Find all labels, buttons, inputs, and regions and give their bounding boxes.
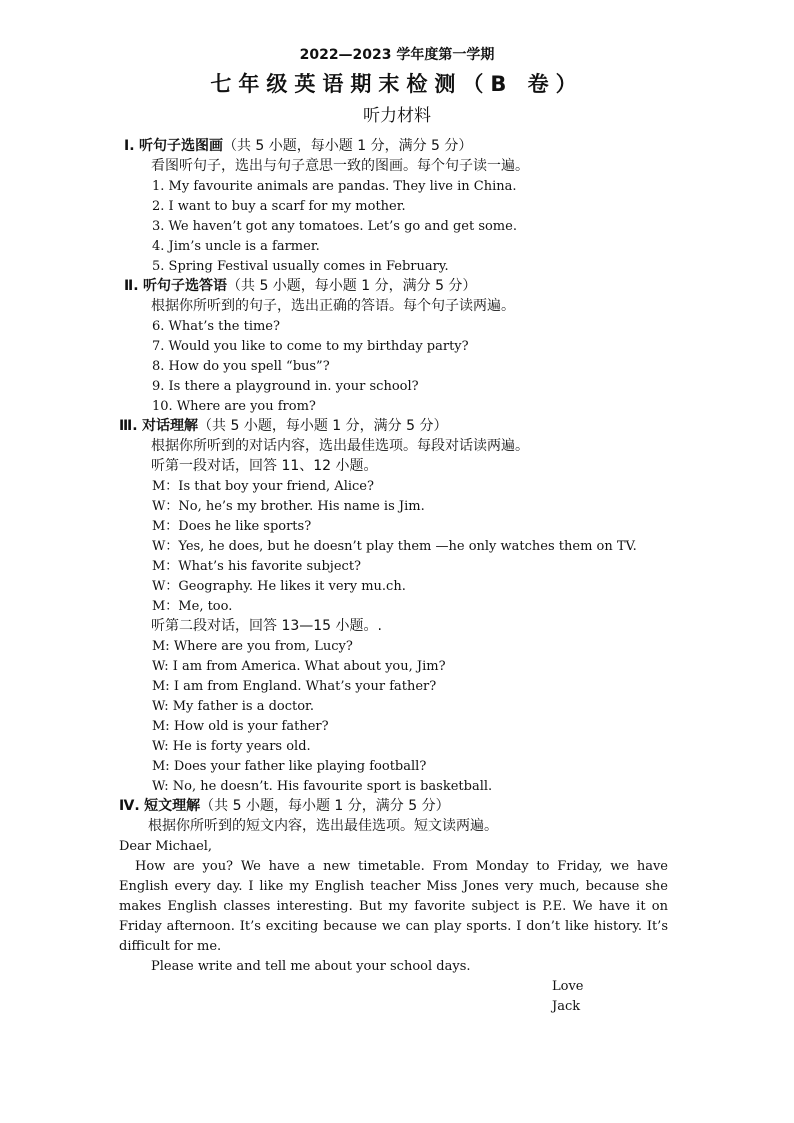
section-2-instruction: 根据你所听到的句子，选出正确的答语。每个句子读两遍。: [151, 298, 515, 314]
section-2-score: （共 5 小题，每小题 1 分，满分 5 分）: [227, 278, 477, 294]
section-3-name: 对话理解: [142, 418, 199, 434]
dialog-1-line: M：Is that boy your friend, Alice?: [152, 479, 374, 494]
letter-paragraph-text: How are you? We have a new timetable. From Monday to Friday, we have English every day. I like my English teacher Miss Jones very much, because she makes English classes interesting. But my favorite subject is P.E. We have it on Friday afternoon. It’s exciting because we can play sports. I don’t like history. It’s difficult for me.: [119, 859, 668, 954]
dialog-2-intro: 听第二段对话，回答 13—15 小题。.: [151, 618, 382, 634]
section-1-name: 听句子选图画: [138, 138, 223, 154]
exam-subtitle: 听力材料: [363, 106, 431, 126]
letter-salutation: Dear Michael,: [119, 839, 213, 854]
section-4-name: 短文理解: [144, 798, 201, 814]
section-2-number: Ⅱ.: [124, 278, 139, 294]
letter-paragraph: [119, 857, 668, 957]
section-1-item: 2. I want to buy a scarf for my mother.: [152, 199, 406, 214]
dialog-1-line: M：Me, too.: [152, 599, 233, 614]
section-1-item: 5. Spring Festival usually comes in February.: [152, 259, 449, 274]
section-3-number: Ⅲ.: [119, 418, 138, 434]
section-2-item: 9. Is there a playground in. your school?: [152, 379, 419, 394]
section-1-item: 1. My favourite animals are pandas. They live in China.: [152, 179, 517, 194]
dialog-2-line: M: How old is your father?: [152, 719, 329, 734]
section-2-name: 听句子选答语: [143, 278, 227, 294]
section-2-item: 8. How do you spell “bus”?: [152, 359, 330, 374]
dialog-1-line: W：Yes, he does, but he doesn’t play them —he only watches them on TV.: [152, 539, 637, 554]
section-4-heading: [119, 797, 450, 815]
dialog-2-line: W: My father is a doctor.: [152, 699, 314, 714]
dialog-1-line: W：Geography. He likes it very mu.ch.: [152, 579, 406, 594]
dialog-2-line: M: I am from England. What’s your father?: [152, 679, 437, 694]
school-year-heading: 2022—2023 学年度第一学期: [299, 47, 495, 63]
letter-closing-line: Please write and tell me about your school days.: [151, 959, 471, 974]
section-1-item: 3. We haven’t got any tomatoes. Let’s go and get some.: [152, 219, 517, 234]
section-4-number: Ⅳ.: [119, 798, 140, 814]
exam-title: 七年级英语期末检测（B 卷）: [210, 72, 584, 96]
section-4-score: （共 5 小题，每小题 1 分，满分 5 分）: [200, 798, 450, 814]
section-4-instruction: 根据你所听到的短文内容，选出最佳选项。短文读两遍。: [148, 818, 498, 834]
dialog-1-line: M：What’s his favorite subject?: [152, 559, 362, 574]
letter-signature: Jack: [552, 999, 581, 1014]
dialog-2-line: W: I am from America. What about you, Jim?: [152, 659, 446, 674]
dialog-2-line: M: Does your father like playing football?: [152, 759, 427, 774]
dialog-1-line: W：No, he’s my brother. His name is Jim.: [152, 499, 425, 514]
dialog-2-line: W: No, he doesn’t. His favourite sport is basketball.: [152, 779, 493, 794]
dialog-2-line: W: He is forty years old.: [152, 739, 311, 754]
section-3-score: （共 5 小题，每小题 1 分，满分 5 分）: [198, 418, 448, 434]
section-1-heading: [124, 137, 472, 155]
section-2-item: 7. Would you like to come to my birthday party?: [152, 339, 469, 354]
dialog-1-line: M：Does he like sports?: [152, 519, 312, 534]
dialog-2-line: M: Where are you from, Lucy?: [152, 639, 353, 654]
section-2-item: 6. What’s the time?: [152, 319, 280, 334]
dialog-1-intro: 听第一段对话，回答 11、12 小题。: [151, 458, 378, 474]
section-1-score: （共 5 小题，每小题 1 分，满分 5 分）: [222, 138, 473, 154]
letter-sign-off: Love: [552, 979, 584, 994]
section-1-number: Ⅰ.: [124, 138, 135, 154]
section-1-item: 4. Jim’s uncle is a farmer.: [152, 239, 320, 254]
section-3-instruction: 根据你所听到的对话内容，选出最佳选项。每段对话读两遍。: [151, 438, 529, 454]
section-2-heading: [124, 277, 476, 295]
section-3-heading: [119, 417, 447, 435]
section-1-instruction: 看图听句子，选出与句子意思一致的图画。每个句子读一遍。: [151, 158, 529, 174]
section-2-item: 10. Where are you from?: [152, 399, 316, 414]
